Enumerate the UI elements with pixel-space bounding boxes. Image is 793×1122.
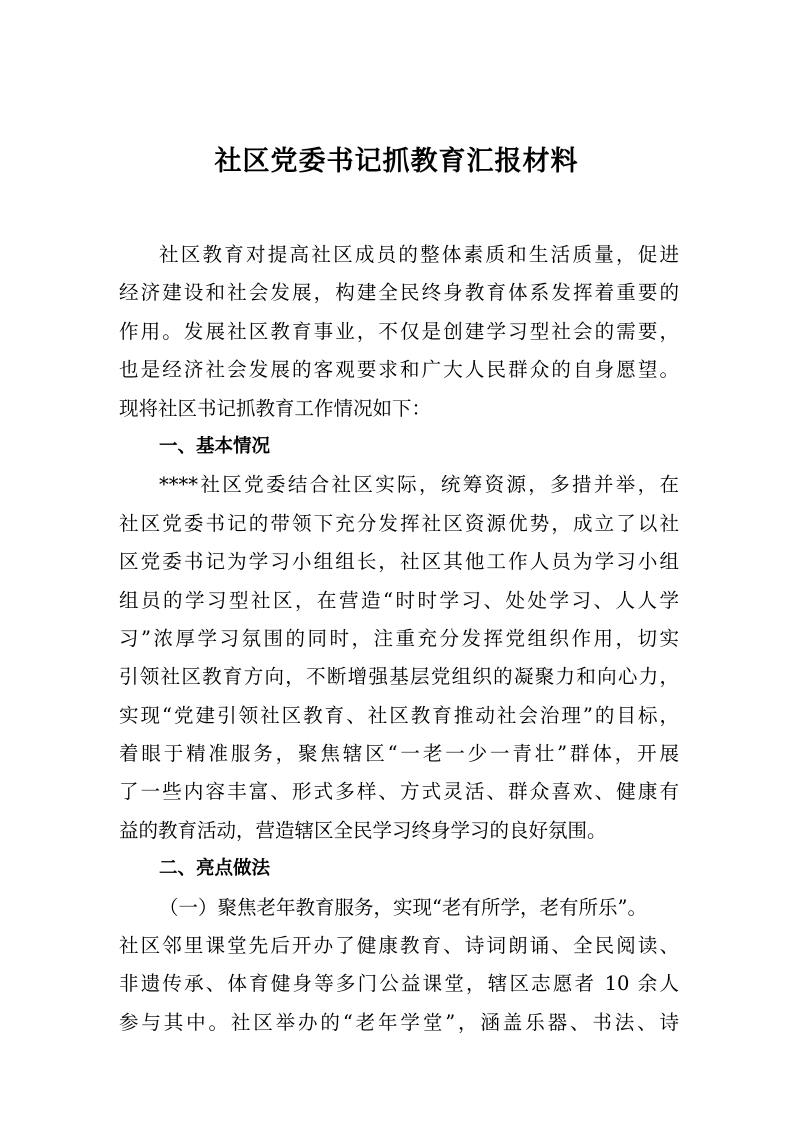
- section-heading: 一、基本情况: [159, 435, 271, 457]
- paragraph-line: 着眼于精准服务，聚焦辖区“一老一少一青壮”群体，开展: [119, 742, 679, 766]
- document-body: [119, 236, 679, 1042]
- paragraph-line: 习”浓厚学习氛围的同时，注重充分发挥党组织作用，切实: [119, 626, 679, 650]
- paragraph-line: 参与其中。社区举办的“老年学堂”，涵盖乐器、书法、诗: [119, 1010, 679, 1034]
- paragraph-line: 区党委书记为学习小组组长，社区其他工作人员为学习小组: [119, 550, 679, 574]
- paragraph-line: 经济建设和社会发展，构建全民终身教育体系发挥着重要的: [119, 281, 679, 305]
- paragraph-line: 组员的学习型社区，在营造“时时学习、处处学习、人人学: [119, 588, 679, 612]
- paragraph-line: 现将社区书记抓教育工作情况如下：: [119, 396, 432, 420]
- paragraph-line: 引领社区教育方向，不断增强基层党组织的凝聚力和向心力，: [119, 665, 679, 689]
- subsection-heading: （一）聚焦老年教育服务，实现“老有所学，老有所乐”。: [159, 895, 647, 919]
- section-heading: 二、亮点做法: [159, 858, 271, 880]
- document-title: 社区党委书记抓教育汇报材料: [214, 146, 579, 177]
- paragraph-line: 社区党委书记的带领下充分发挥社区资源优势，成立了以社: [119, 511, 679, 535]
- paragraph-line: 社区邻里课堂先后开办了健康教育、诗词朗诵、全民阅读、: [119, 934, 679, 958]
- paragraph-line: 实现“党建引领社区教育、社区教育推动社会治理”的目标，: [119, 703, 679, 727]
- paragraph-line: 作用。发展社区教育事业，不仅是创建学习型社会的需要，: [119, 319, 679, 343]
- paragraph-line: 了一些内容丰富、形式多样、方式灵活、群众喜欢、健康有: [119, 780, 679, 804]
- paragraph-line: 益的教育活动，营造辖区全民学习终身学习的良好氛围。: [119, 818, 607, 842]
- paragraph-line: 也是经济社会发展的客观要求和广大人民群众的自身愿望。: [119, 358, 679, 382]
- paragraph-line: 非遗传承、体育健身等多门公益课堂，辖区志愿者 10 余人: [119, 972, 679, 996]
- paragraph-line: 社区教育对提高社区成员的整体素质和生活质量，促进: [159, 243, 679, 266]
- paragraph-line: ****社区党委结合社区实际，统筹资源，多措并举，在: [159, 473, 679, 497]
